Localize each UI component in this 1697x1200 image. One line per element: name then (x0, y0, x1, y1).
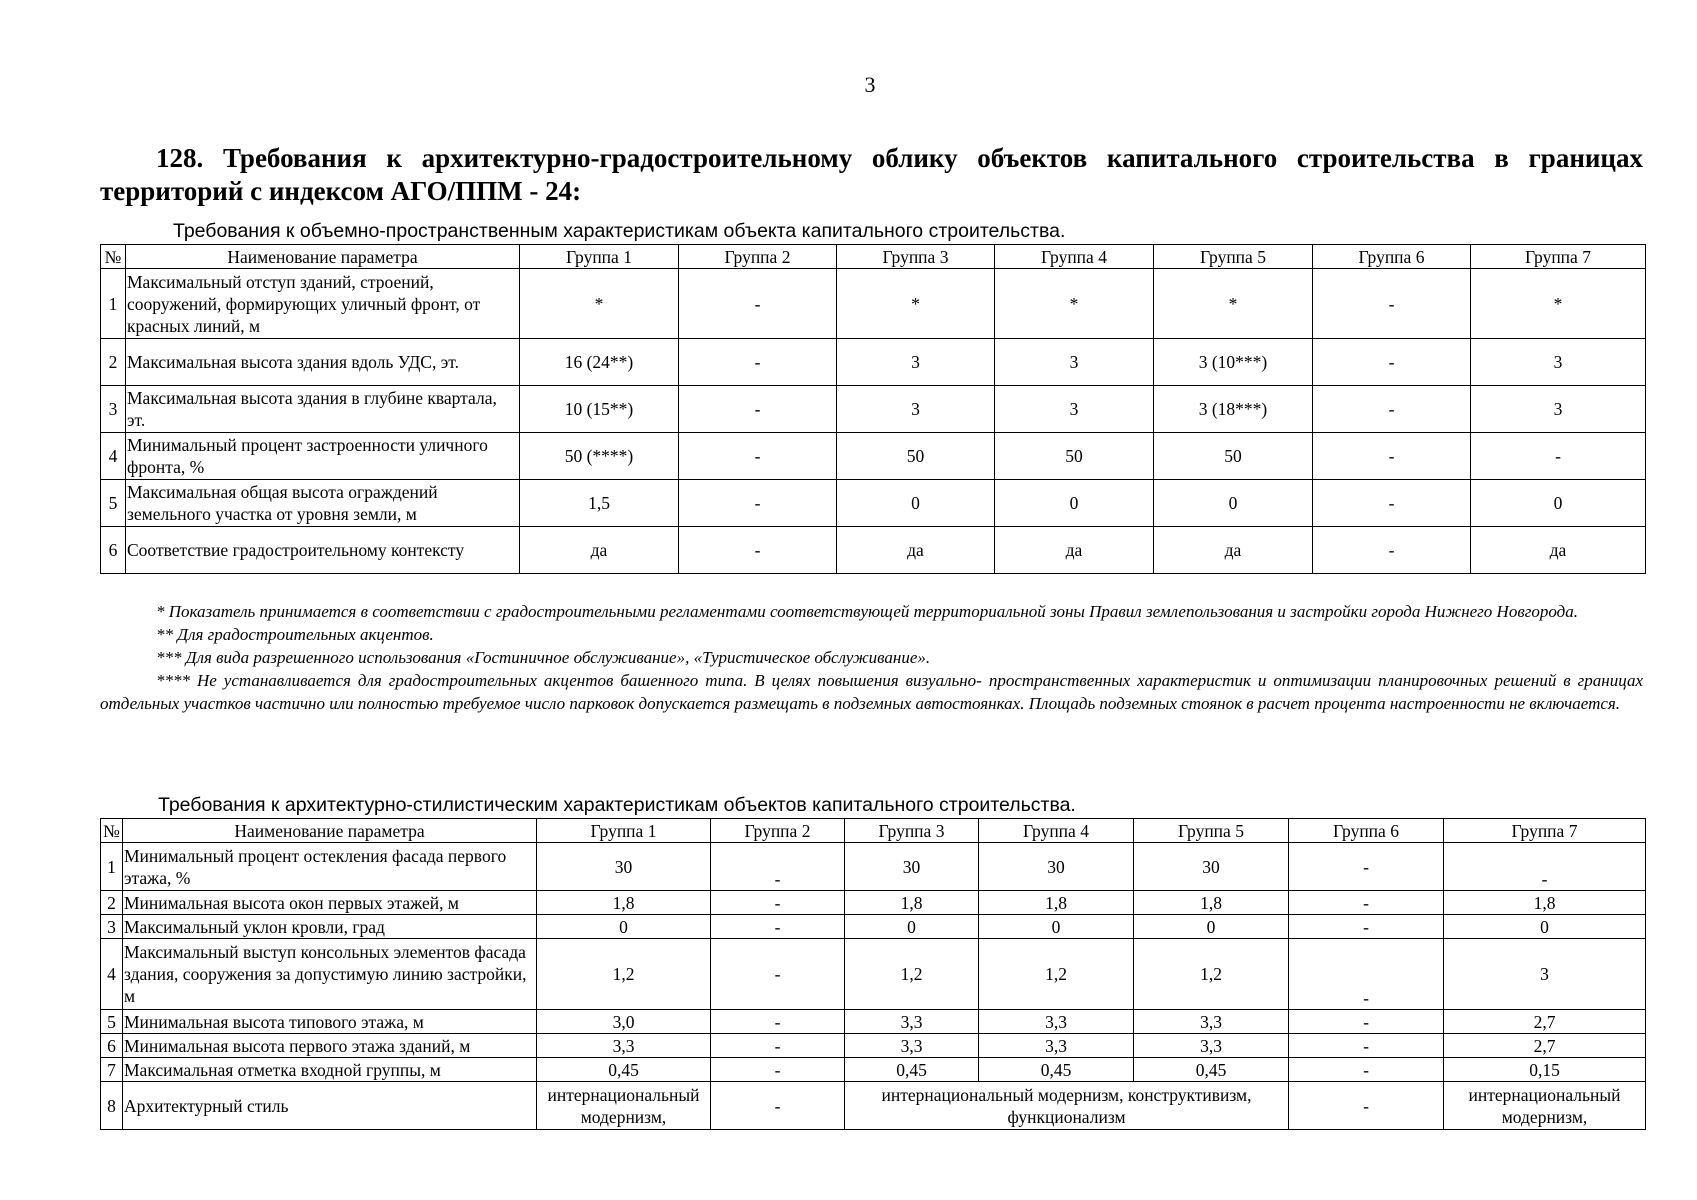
value-cell: 3,3 (845, 1034, 979, 1058)
table-header-row (101, 819, 1646, 843)
value-cell: 1,8 (537, 891, 711, 915)
value-cell: 0 (979, 915, 1134, 939)
value-cell: 1,2 (1134, 939, 1289, 1010)
row-number: 7 (101, 1058, 123, 1082)
parameter-name: Максимальный выступ консольных элементов фасада здания, сооружения за допустимую линию застройки, м (123, 939, 537, 1010)
row-number: 5 (101, 480, 126, 527)
value-cell: 3,3 (979, 1010, 1134, 1034)
value-cell: * (1471, 269, 1646, 339)
table-row (101, 433, 1646, 480)
value-cell: 3,3 (1134, 1034, 1289, 1058)
value-cell: 0 (1134, 915, 1289, 939)
style-requirements-table (100, 818, 1646, 1130)
footnote: **** Не устанавливается для градостроительных акцентов башенного типа. В целях повышения визуально- пространственных характеристик и оптимизации планировочных решений в границах отдельных участков частично или полностью требуемое число парковок допускается размещать в подземных автостоянках. Площадь подземных стоянок в расчет процента настроенности не включается. (100, 671, 1643, 713)
value-cell: 3 (837, 339, 995, 386)
value-cell: - (711, 915, 845, 939)
value-cell: 0,45 (845, 1058, 979, 1082)
value-cell: - (711, 1034, 845, 1058)
value-cell: - (679, 527, 837, 574)
value-cell: 2,7 (1444, 1010, 1646, 1034)
value-cell: 0,45 (1134, 1058, 1289, 1082)
value-cell: - (1313, 433, 1471, 480)
header-cell: Группа 1 (520, 245, 679, 269)
value-cell: 0 (837, 480, 995, 527)
footnote: ** Для градостроительных акцентов. (156, 625, 434, 644)
value-cell: да (837, 527, 995, 574)
style-cell-group-2: - (711, 1082, 845, 1130)
section-heading: 128. Требования к архитектурно-градостроительному облику объектов капитального строительства в границах территорий с индексом АГО/ППМ - 24: (100, 143, 1643, 206)
header-cell: Группа 3 (845, 819, 979, 843)
value-cell: - (1289, 1010, 1444, 1034)
header-cell: Группа 6 (1289, 819, 1444, 843)
value-cell: 50 (995, 433, 1154, 480)
value-cell: - (1289, 939, 1444, 1010)
value-cell: 3 (995, 386, 1154, 433)
header-cell: Группа 5 (1154, 245, 1313, 269)
footnotes (100, 600, 1643, 715)
volume-requirements-table (100, 244, 1646, 574)
value-cell: - (1289, 1034, 1444, 1058)
parameter-name: Максимальный уклон кровли, град (123, 915, 537, 939)
value-cell: 3,3 (979, 1034, 1134, 1058)
header-cell: Группа 1 (537, 819, 711, 843)
value-cell: 10 (15**) (520, 386, 679, 433)
row-number: 6 (101, 1034, 123, 1058)
footnote: *** Для вида разрешенного использования «Гостиничное обслуживание», «Туристическое обслуживание». (156, 648, 931, 667)
value-cell: 30 (979, 843, 1134, 891)
table-row (101, 527, 1646, 574)
parameter-name: Максимальный отступ зданий, строений, сооружений, формирующих уличный фронт, от красных линий, м (126, 269, 520, 339)
value-cell: - (711, 939, 845, 1010)
parameter-name: Минимальная высота окон первых этажей, м (123, 891, 537, 915)
table2-caption: Требования к архитектурно-стилистическим характеристикам объектов капитального строительства. (158, 794, 1076, 816)
value-cell: - (711, 891, 845, 915)
header-cell: Группа 4 (979, 819, 1134, 843)
value-cell: 3 (10***) (1154, 339, 1313, 386)
value-cell: - (1313, 480, 1471, 527)
value-cell: * (995, 269, 1154, 339)
value-cell: - (1313, 269, 1471, 339)
header-cell: № (101, 819, 123, 843)
value-cell: 3 (1444, 939, 1646, 1010)
value-cell: да (995, 527, 1154, 574)
value-cell: 30 (845, 843, 979, 891)
value-cell: 0 (1444, 915, 1646, 939)
table-row (101, 480, 1646, 527)
parameter-name: Максимальная высота здания вдоль УДС, эт. (126, 339, 520, 386)
row-number: 2 (101, 891, 123, 915)
value-cell: 1,8 (1444, 891, 1646, 915)
value-cell: да (1154, 527, 1313, 574)
table1-caption: Требования к объемно-пространственным характеристикам объекта капитального строительства. (173, 220, 1066, 242)
parameter-name: Максимальная отметка входной группы, м (123, 1058, 537, 1082)
value-cell: 1,5 (520, 480, 679, 527)
table-row (101, 1034, 1646, 1058)
header-cell: Группа 2 (711, 819, 845, 843)
row-number: 2 (101, 339, 126, 386)
parameter-name: Максимальная высота здания в глубине квартала, эт. (126, 386, 520, 433)
value-cell: 50 (837, 433, 995, 480)
header-cell: Наименование параметра (126, 245, 520, 269)
value-cell: 3,3 (1134, 1010, 1289, 1034)
value-cell: 0,45 (979, 1058, 1134, 1082)
value-cell: 30 (1134, 843, 1289, 891)
parameter-name: Максимальная общая высота ограждений земельного участка от уровня земли, м (126, 480, 520, 527)
value-cell: 3 (1471, 386, 1646, 433)
table-row (101, 843, 1646, 891)
value-cell: 0,45 (537, 1058, 711, 1082)
value-cell: - (679, 480, 837, 527)
header-cell: Группа 3 (837, 245, 995, 269)
row-number: 6 (101, 527, 126, 574)
table-header-row (101, 245, 1646, 269)
value-cell: * (837, 269, 995, 339)
row-number: 3 (101, 386, 126, 433)
value-cell: - (1289, 915, 1444, 939)
row-number: 1 (101, 843, 123, 891)
value-cell: 50 (1154, 433, 1313, 480)
value-cell: 3,0 (537, 1010, 711, 1034)
style-cell-group-6: - (1289, 1082, 1444, 1130)
table-row (101, 915, 1646, 939)
value-cell: да (1471, 527, 1646, 574)
row-number: 4 (101, 433, 126, 480)
row-number: 8 (101, 1082, 123, 1130)
value-cell: 1,2 (979, 939, 1134, 1010)
value-cell: - (711, 1058, 845, 1082)
table-row (101, 386, 1646, 433)
value-cell: 0 (537, 915, 711, 939)
value-cell: 1,8 (1134, 891, 1289, 915)
value-cell: 3 (995, 339, 1154, 386)
value-cell: 0,15 (1444, 1058, 1646, 1082)
value-cell: - (679, 386, 837, 433)
value-cell: * (520, 269, 679, 339)
value-cell: 3 (18***) (1154, 386, 1313, 433)
value-cell: 16 (24**) (520, 339, 679, 386)
header-cell: Группа 2 (679, 245, 837, 269)
value-cell: да (520, 527, 679, 574)
table-row (101, 1082, 1646, 1130)
value-cell: - (1289, 843, 1444, 891)
value-cell: 30 (537, 843, 711, 891)
value-cell: - (711, 843, 845, 891)
parameter-name: Минимальный процент остекления фасада первого этажа, % (123, 843, 537, 891)
value-cell: 3,3 (845, 1010, 979, 1034)
header-cell: Группа 7 (1471, 245, 1646, 269)
value-cell: - (679, 433, 837, 480)
value-cell: 1,2 (845, 939, 979, 1010)
value-cell: 0 (995, 480, 1154, 527)
table-row (101, 269, 1646, 339)
value-cell: - (1313, 339, 1471, 386)
page-number: 3 (864, 72, 876, 97)
value-cell: 0 (845, 915, 979, 939)
header-cell: Группа 5 (1134, 819, 1289, 843)
value-cell: 0 (1154, 480, 1313, 527)
table-row (101, 339, 1646, 386)
row-number: 3 (101, 915, 123, 939)
table-row (101, 891, 1646, 915)
parameter-name: Минимальная высота первого этажа зданий, м (123, 1034, 537, 1058)
value-cell: - (1313, 386, 1471, 433)
value-cell: - (679, 269, 837, 339)
value-cell: 1,8 (845, 891, 979, 915)
value-cell: * (1154, 269, 1313, 339)
parameter-name: Архитектурный стиль (123, 1082, 537, 1130)
value-cell: 3 (837, 386, 995, 433)
value-cell: - (1444, 843, 1646, 891)
row-number: 1 (101, 269, 126, 339)
row-number: 4 (101, 939, 123, 1010)
footnote: * Показатель принимается в соответствии с градостроительными регламентами соответствующей территориальной зоны Правил землепользования и застройки города Нижнего Новгорода. (156, 602, 1578, 621)
value-cell: 2,7 (1444, 1034, 1646, 1058)
value-cell: 50 (****) (520, 433, 679, 480)
style-cell-group-1: интернациональный модернизм, (537, 1082, 711, 1130)
table-row (101, 939, 1646, 1010)
value-cell: - (1289, 1058, 1444, 1082)
header-cell: Группа 6 (1313, 245, 1471, 269)
header-cell: Группа 4 (995, 245, 1154, 269)
value-cell: 1,2 (537, 939, 711, 1010)
header-cell: № (101, 245, 126, 269)
value-cell: - (679, 339, 837, 386)
parameter-name: Соответствие градостроительному контексту (126, 527, 520, 574)
header-cell: Наименование параметра (123, 819, 537, 843)
style-cell-groups-3-5: интернациональный модернизм, конструктивизм, функционализм (845, 1082, 1289, 1130)
value-cell: 1,8 (979, 891, 1134, 915)
value-cell: - (1313, 527, 1471, 574)
row-number: 5 (101, 1010, 123, 1034)
parameter-name: Минимальный процент застроенности уличного фронта, % (126, 433, 520, 480)
value-cell: 3,3 (537, 1034, 711, 1058)
header-cell: Группа 7 (1444, 819, 1646, 843)
value-cell: - (1471, 433, 1646, 480)
table-row (101, 1010, 1646, 1034)
table-row (101, 1058, 1646, 1082)
value-cell: - (711, 1010, 845, 1034)
value-cell: 0 (1471, 480, 1646, 527)
value-cell: 3 (1471, 339, 1646, 386)
style-cell-group-7: интернациональный модернизм, (1444, 1082, 1646, 1130)
value-cell: - (1289, 891, 1444, 915)
parameter-name: Минимальная высота типового этажа, м (123, 1010, 537, 1034)
